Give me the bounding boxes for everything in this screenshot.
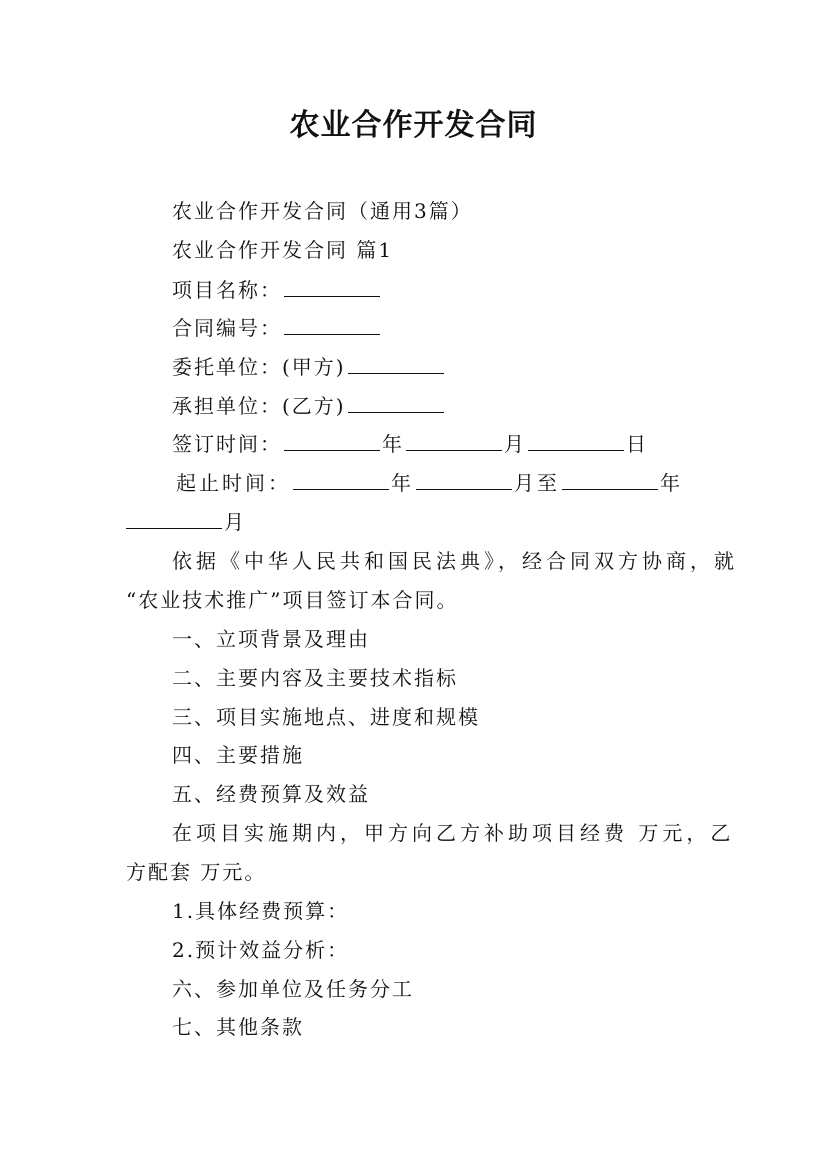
section-1: 一、立项背景及理由: [172, 627, 370, 651]
period-start-month-blank: [416, 469, 512, 490]
sign-time-row: [172, 430, 648, 458]
funding-paragraph-line-1: 在项目实施期内，甲方向乙方补助项目经费 万元，乙: [172, 821, 735, 845]
sign-month-label: 月: [504, 432, 526, 456]
client-label: 委托单位：(甲方): [172, 355, 346, 379]
section-6: 六、参加单位及任务分工: [172, 977, 414, 1001]
project-name-label: 项目名称：: [172, 278, 282, 302]
period-start-year-label: 年: [391, 471, 414, 495]
contract-no-blank: [284, 314, 380, 335]
benefit-item: 2.预计效益分析：: [172, 938, 350, 962]
part-heading: 农业合作开发合同 篇1: [172, 238, 394, 262]
period-start-year-blank: [293, 469, 389, 490]
project-name-blank: [284, 276, 380, 297]
contractor-label: 承担单位：(乙方): [172, 394, 346, 418]
period-end-month-blank: [126, 508, 222, 529]
period-to-label: 至: [537, 471, 560, 495]
contract-no-row: [172, 314, 382, 342]
sign-day-label: 日: [626, 432, 648, 456]
section-2: 二、主要内容及主要技术指标: [172, 666, 458, 690]
period-start-month-label: 月: [514, 471, 537, 495]
client-row: [172, 353, 446, 381]
client-blank: [348, 353, 444, 374]
section-4: 四、主要措施: [172, 743, 304, 767]
period-end-year-label: 年: [660, 471, 683, 495]
period-end-year-blank: [562, 469, 658, 490]
funding-paragraph-line-2: 方配套 万元。: [126, 860, 267, 884]
section-7: 七、其他条款: [172, 1015, 304, 1039]
sign-day-blank: [528, 430, 624, 451]
contractor-blank: [348, 392, 444, 413]
period-end-month-label: 月: [224, 510, 246, 534]
basis-paragraph-line-1: 依据《中华人民共和国民法典》，经合同双方协商，就: [172, 549, 738, 573]
section-3: 三、项目实施地点、进度和规模: [172, 705, 480, 729]
basis-paragraph-line-2: “农业技术推广”项目签订本合同。: [126, 588, 459, 612]
project-name-row: [172, 276, 382, 304]
sign-year-blank: [284, 430, 380, 451]
document-title: 农业合作开发合同: [289, 108, 538, 143]
budget-item: 1.具体经费预算：: [172, 899, 350, 923]
contractor-row: [172, 392, 446, 420]
section-5: 五、经费预算及效益: [172, 782, 370, 806]
sign-time-label: 签订时间：: [172, 432, 282, 456]
sign-month-blank: [406, 430, 502, 451]
period-row-continued: [126, 508, 246, 536]
document-subtitle: 农业合作开发合同（通用3篇）: [172, 199, 473, 223]
sign-year-label: 年: [382, 432, 404, 456]
period-label: 起止时间：: [176, 471, 291, 495]
period-row: [176, 469, 683, 497]
contract-no-label: 合同编号：: [172, 316, 282, 340]
